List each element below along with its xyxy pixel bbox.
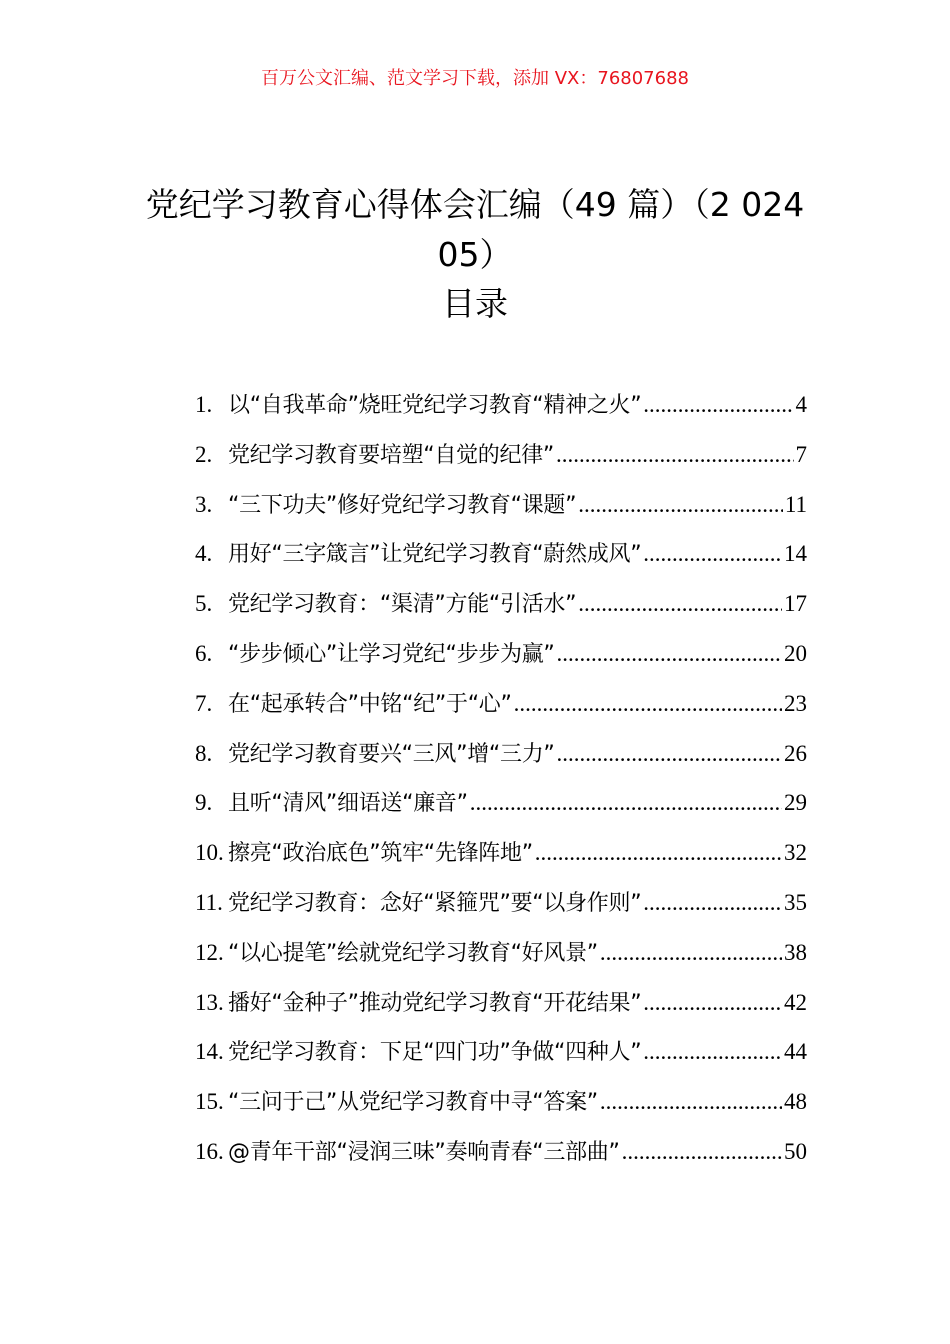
toc-dot-leader (622, 1127, 782, 1177)
toc-entry-page: 11 (784, 491, 807, 517)
toc-entry[interactable] (195, 928, 807, 978)
toc-entry[interactable] (195, 828, 807, 878)
toc-entry-title: 党纪学习教育：“渠清”方能“引活水” (228, 592, 577, 618)
toc-entry-number: 12. (195, 939, 224, 965)
toc-entry[interactable] (195, 629, 807, 679)
toc-entry-page: 26 (784, 740, 807, 766)
toc-entry-page: 35 (784, 889, 807, 915)
toc-entry-page: 29 (784, 790, 807, 816)
toc-entry[interactable] (195, 1127, 807, 1177)
toc-entry-page: 32 (784, 840, 807, 866)
toc-entry-number: 13. (195, 989, 224, 1015)
toc-entry-number: 10. (195, 840, 224, 866)
toc-entry[interactable] (195, 380, 807, 430)
header-note: 百万公文汇编、范文学习下载，添加 VX：76807688 (261, 68, 689, 89)
toc-dot-leader (643, 380, 793, 430)
toc-dot-leader (578, 480, 783, 530)
toc-entry-number: 2. (195, 441, 213, 467)
toc-entry-number: 8. (195, 740, 213, 766)
toc-entry-title: 党纪学习教育：念好“紧箍咒”要“以身作则” (228, 890, 642, 916)
toc-entry-number: 14. (195, 1039, 224, 1065)
toc-entry-title: 以“自我革命”烧旺党纪学习教育“精神之火” (228, 393, 642, 418)
toc-dot-leader (470, 778, 782, 828)
toc-entry[interactable] (195, 1077, 807, 1127)
document-title: 党纪学习教育心得体会汇编（49 篇）（2 02405） (145, 185, 805, 274)
toc-entry-title: 擦亮“政治底色”筑牢“先锋阵地” (228, 841, 533, 867)
toc-entry-page: 14 (784, 541, 807, 567)
toc-entry-title: “以心提笔”绘就党纪学习教育“好风景” (228, 940, 598, 966)
toc-entry-title: “三问于己”从党纪学习教育中寻“答案” (228, 1090, 598, 1116)
toc-entry-page: 17 (784, 591, 807, 617)
toc-dot-leader (557, 729, 783, 779)
toc-dot-leader (556, 430, 794, 480)
toc-entry-page: 23 (784, 690, 807, 716)
toc-entry[interactable] (195, 679, 807, 729)
toc-heading: 目录 (442, 284, 508, 323)
toc-entry[interactable] (195, 978, 807, 1028)
toc-entry-page: 50 (784, 1138, 807, 1164)
toc-dot-leader (578, 579, 782, 629)
toc-entry-title: 用好“三字箴言”让党纪学习教育“蔚然成风” (228, 542, 642, 568)
toc-entry[interactable] (195, 480, 807, 530)
toc-entry[interactable] (195, 430, 807, 480)
toc-entry-number: 6. (195, 640, 213, 666)
toc-entry-number: 1. (195, 392, 213, 417)
toc-entry-page: 44 (784, 1039, 807, 1065)
toc-entry-title: @青年干部“浸润三味”奏响青春“三部曲” (228, 1139, 620, 1165)
toc-dot-leader (643, 978, 782, 1028)
toc-entry-title: 播好“金种子”推动党纪学习教育“开花结果” (228, 990, 642, 1016)
toc-dot-leader (643, 529, 782, 579)
toc-entry[interactable] (195, 778, 807, 828)
toc-entry-number: 5. (195, 591, 213, 617)
toc-entry-page: 7 (795, 441, 807, 467)
toc-dot-leader (514, 679, 782, 729)
toc-entry-title: “步步倾心”让学习党纪“步步为赢” (228, 641, 555, 667)
toc-entry-number: 11. (195, 889, 223, 915)
toc-entry-number: 15. (195, 1089, 224, 1115)
toc-entry[interactable] (195, 1027, 807, 1077)
toc-entry-title: 且听“清风”细语送“廉音” (228, 791, 468, 817)
toc-entry-title: “三下功夫”修好党纪学习教育“课题” (228, 492, 577, 518)
table-of-contents (195, 380, 807, 1177)
toc-dot-leader (643, 878, 782, 928)
toc-entry-number: 4. (195, 541, 213, 567)
toc-dot-leader (600, 1077, 782, 1127)
toc-entry-page: 42 (784, 989, 807, 1015)
toc-entry-title: 党纪学习教育要培塑“自觉的纪律” (228, 442, 554, 468)
toc-dot-leader (643, 1027, 782, 1077)
toc-dot-leader (535, 828, 782, 878)
toc-entry-page: 38 (784, 939, 807, 965)
toc-entry-title: 党纪学习教育要兴“三风”增“三力” (228, 741, 555, 767)
toc-entry-number: 9. (195, 790, 213, 816)
toc-entry-page: 48 (784, 1089, 807, 1115)
toc-entry[interactable] (195, 878, 807, 928)
toc-entry-number: 3. (195, 491, 213, 517)
toc-entry[interactable] (195, 529, 807, 579)
toc-entry-title: 在“起承转合”中铭“纪”于“心” (228, 691, 512, 717)
toc-entry[interactable] (195, 729, 807, 779)
toc-entry-page: 20 (784, 640, 807, 666)
toc-entry-number: 16. (195, 1138, 224, 1164)
toc-dot-leader (600, 928, 782, 978)
toc-entry-page: 4 (795, 392, 807, 417)
toc-dot-leader (557, 629, 783, 679)
toc-entry[interactable] (195, 579, 807, 629)
toc-entry-title: 党纪学习教育：下足“四门功”争做“四种人” (228, 1040, 642, 1066)
toc-entry-number: 7. (195, 690, 213, 716)
